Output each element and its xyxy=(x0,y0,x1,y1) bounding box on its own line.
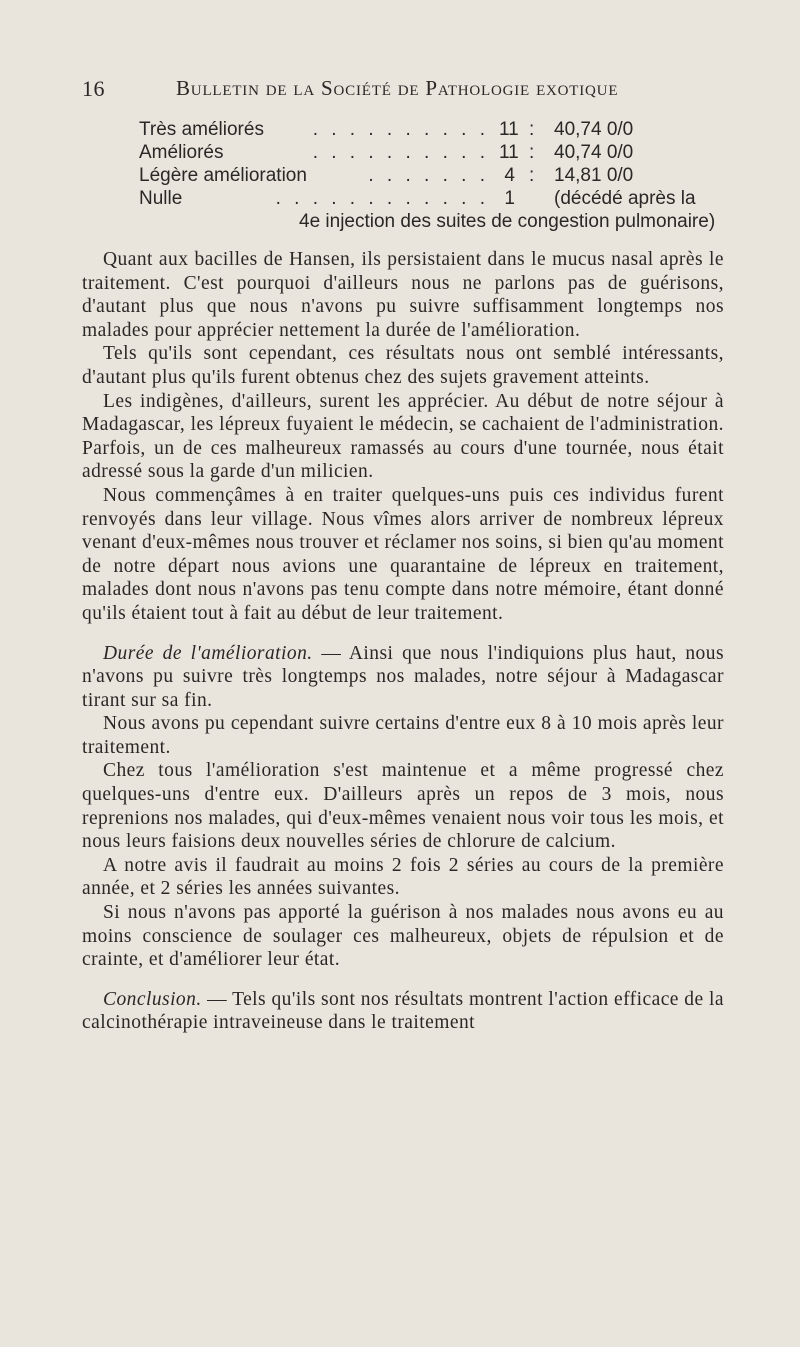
paragraph: Nous commençâmes à en traiter quelques-uns puis ces individus furent renvoyés dans leur village. Nous vîmes alors arriver de nombreux lépreux venant d'eux-mêmes nous trouver et réclamer nos soins, si bien qu'au moment de notre départ nous avions une quarantaine de lépreux en traitement, malades dont nous n'avons pas tenu compte dans notre mémoire, étant donné qu'ils étaient tout à fait au début de leur traitement. xyxy=(82,484,724,624)
result-colon: : xyxy=(529,165,535,186)
paragraph: Nous avons pu cependant suivre certains d'entre eux 8 à 10 mois après leur traitement. xyxy=(82,713,724,758)
results-table xyxy=(139,118,739,232)
paragraph xyxy=(82,642,724,713)
paragraph-text: — Tels qu'ils sont nos résultats montrent l'action efficace de la calcinothérapie intraveineuse dans le traitement xyxy=(82,988,724,1034)
result-leader-dots: . . . . . . . . . . xyxy=(312,119,489,140)
result-label: Légère amélioration xyxy=(139,165,307,186)
result-count: 11 xyxy=(499,119,519,140)
result-value: 14,81 0/0 xyxy=(554,165,634,186)
result-leader-dots: . . . . . . . xyxy=(368,165,489,186)
paragraph: A notre avis il faudrait au moins 2 fois 2 séries au cours de la première année, et 2 séries les années suivantes. xyxy=(82,854,724,900)
section-heading: Conclusion. xyxy=(103,988,202,1010)
result-colon: : xyxy=(529,142,535,163)
page-number: 16 xyxy=(82,76,105,101)
result-colon: : xyxy=(529,119,535,140)
result-note: 4e injection des suites de congestion pulmonaire) xyxy=(299,211,716,232)
paragraph: Si nous n'avons pas apporté la guérison à nos malades nous avons eu au moins conscience de soulager ces malheureux, objets de répulsion et de crainte, et d'améliorer leur état. xyxy=(82,902,724,971)
result-count: 1 xyxy=(504,188,515,209)
result-leader-dots: . . . . . . . . . . xyxy=(312,142,489,163)
result-row xyxy=(139,141,739,164)
result-row xyxy=(139,164,739,187)
result-label: Nulle xyxy=(139,188,183,209)
journal-title: Bulletin de la Société de Pathologie exotique xyxy=(176,76,619,100)
paragraph: Les indigènes, d'ailleurs, surent les apprécier. Au début de notre séjour à Madagascar, les lépreux fuyaient le médecin, se cachaient de l'administration. Parfois, un de ces malheureux ramassés au cours d'une tournée, nous était adressé sous la garde d'un milicien. xyxy=(82,390,724,483)
result-value: 40,74 0/0 xyxy=(554,142,634,163)
result-count: 4 xyxy=(504,165,515,186)
body-text xyxy=(82,248,724,1035)
section-heading: Durée de l'amélioration. xyxy=(103,642,313,664)
result-count: 11 xyxy=(499,142,519,163)
result-value: 40,74 0/0 xyxy=(554,119,634,140)
result-leader-dots: . . . . . . . . . . . . xyxy=(275,188,489,209)
paragraph: Chez tous l'amélioration s'est maintenue et a même progressé chez quelques-uns d'entre eux. D'ailleurs après un repos de 3 mois, nous reprenions nos malades, qui d'eux-mêmes venaient nous voir tous les mois, et nous leurs faisions deux nouvelles séries de chlorure de calcium. xyxy=(82,760,724,853)
paragraph: Tels qu'ils sont cependant, ces résultats nous ont semblé intéressants, d'autant plus qu'ils furent obtenus chez des sujets gravement atteints. xyxy=(82,343,724,388)
paragraph: Quant aux bacilles de Hansen, ils persistaient dans le mucus nasal après le traitement. C'est pourquoi d'ailleurs nous ne parlons pas de guérisons, d'autant plus que nous n'avons pu suivre suffisamment longtemps nos malades pour apprécier nettement la durée de l'amélioration. xyxy=(82,249,724,341)
result-row xyxy=(139,118,739,141)
result-value: (décédé après la xyxy=(554,188,696,209)
result-label: Améliorés xyxy=(139,142,224,163)
result-label: Très améliorés xyxy=(139,119,264,140)
result-row xyxy=(139,187,739,210)
paragraph-text: — Ainsi que nous l'indiquions plus haut, nous n'avons pu suivre très longtemps nos malades, notre séjour à Madagascar tirant sur sa fin. xyxy=(82,642,724,711)
paragraph xyxy=(82,988,724,1035)
